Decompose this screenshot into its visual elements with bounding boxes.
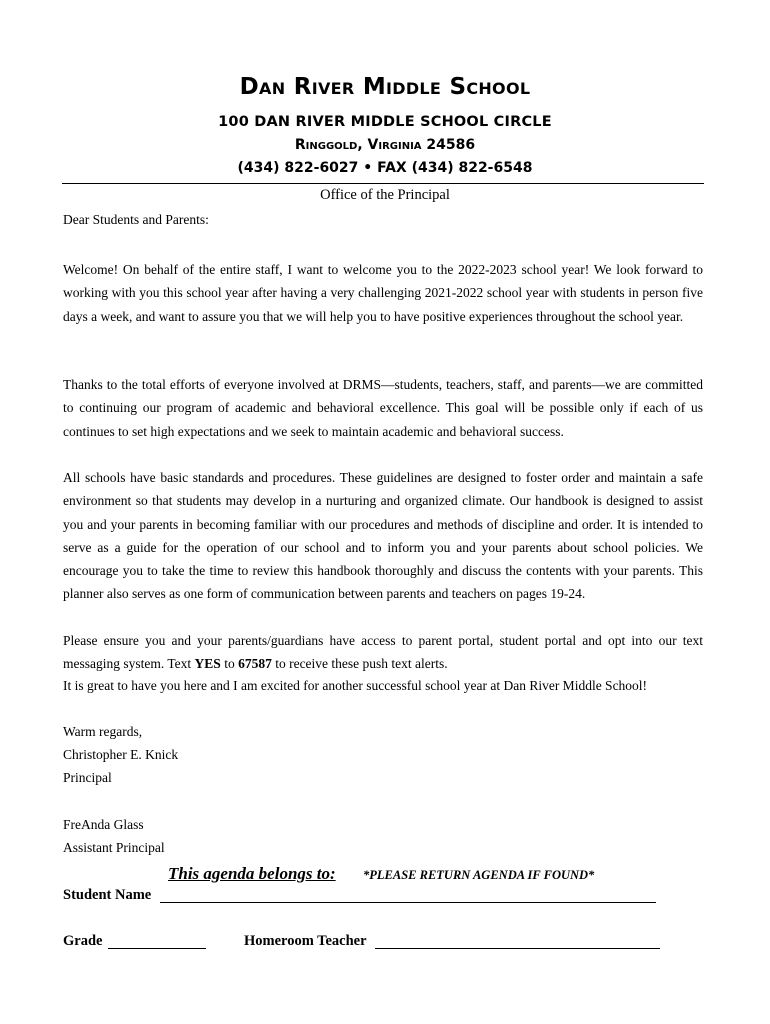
paragraph-portal [63,629,703,676]
text-short-code: 67587 [238,656,272,672]
return-note: *PLEASE RETURN AGENDA IF FOUND* [363,868,595,882]
paragraph-standards: All schools have basic standards and procedures. These guidelines are designed to foster order and maintain a safe environment so that students may develop in a nurturing and organized climate. Our handbook is designed to assist you and your parents in becoming familiar with our procedures and methods of discipline and order. It is intended to serve as a guide for the operation of our school and to inform you and your parents about school policies. We encourage you to take the time to review this handbook thoroughly and discuss the contents with your parents. This planner also serves as one form of communication between parents and teachers on pages 19-24. [63,470,703,602]
letterhead-divider [62,183,704,184]
school-phone: (434) 822-6027 • FAX (434) 822-6548 [237,160,533,176]
paragraph-closing-note: It is great to have you here and I am excited for another successful school year at Dan River Middle School! [63,678,648,693]
assistant-title: Assistant Principal [63,840,165,855]
assistant-name: FreAnda Glass [63,817,144,832]
homeroom-teacher-label: Homeroom Teacher [244,933,367,949]
principal-name: Christopher E. Knick [63,747,179,762]
student-name-field[interactable] [160,902,656,903]
text-keyword: YES [194,656,221,672]
salutation: Dear Students and Parents: [63,212,209,227]
school-name: Dan River Middle School [239,74,531,100]
closing: Warm regards, [63,724,143,739]
student-name-label: Student Name [63,887,152,903]
grade-field[interactable] [108,948,206,949]
principal-title: Principal [63,770,112,785]
portal-text: Please ensure you and your parents/guardians have access to parent portal, student portal and opt into our text messaging system. Text [63,633,703,672]
paragraph-welcome: Welcome! On behalf of the entire staff, I want to welcome you to the 2022-2023 school year! We look forward to working with you this school year after having a very challenging 2021-2022 school year with students in person five days a week, and want to assure you that we will help you to have positive experiences throughout the school year. [63,262,703,324]
agenda-owner-heading: This agenda belongs to: [168,864,336,883]
portal-to: to [220,656,239,672]
office-title: Office of the Principal [320,187,450,203]
portal-end: to receive these push text alerts. [271,656,448,672]
grade-label: Grade [63,933,103,949]
school-city: Ringgold, Virginia 24586 [294,137,476,153]
paragraph-commitment: Thanks to the total efforts of everyone involved at DRMS—students, teachers, staff, and parents—we are committed to continuing our program of academic and behavioral excellence. This goal will be possible only if each of us continues to set high expectations and we seek to maintain academic and behavioral success. [63,377,703,439]
homeroom-teacher-field[interactable] [375,948,660,949]
school-address: 100 DAN RIVER MIDDLE SCHOOL CIRCLE [218,114,552,130]
